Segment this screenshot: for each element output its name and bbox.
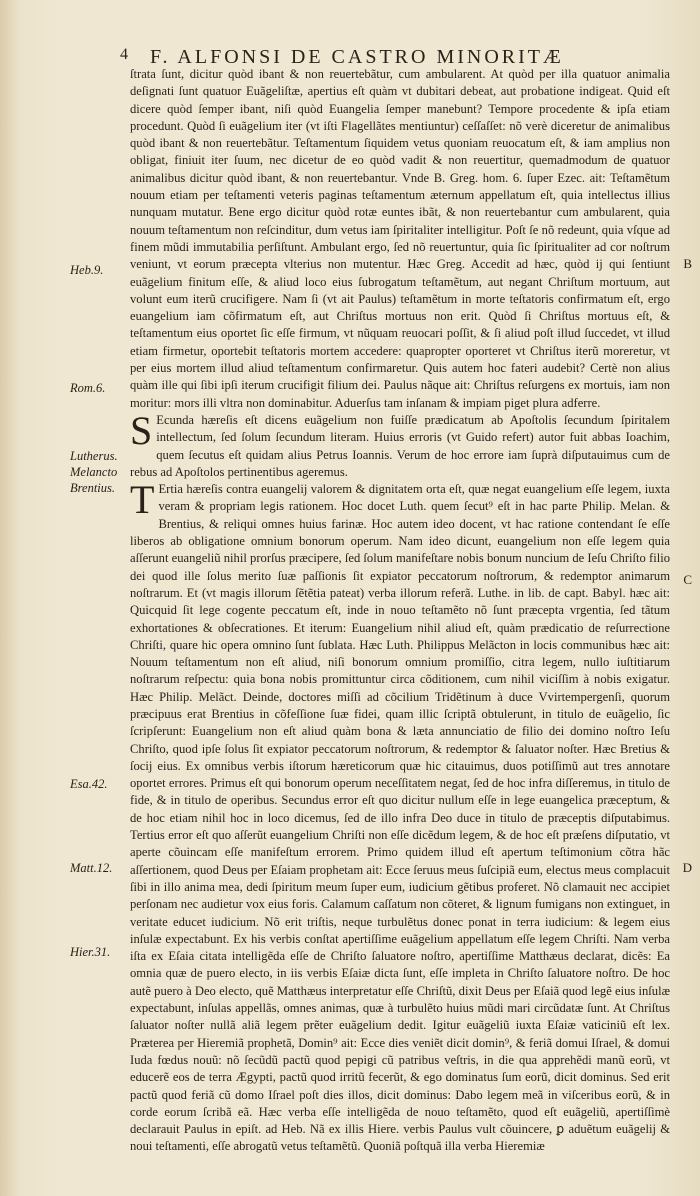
drop-cap: T xyxy=(130,477,155,523)
paragraph xyxy=(130,477,670,1156)
paragraph xyxy=(130,407,670,481)
section-marker: D xyxy=(682,860,692,875)
paragraph-text: Ecunda hæreſis eſt dicens euãgelium non fuiſſe prædicatum ab Apoſtolis ſecundum ſpiritalem intellectum, ſed ſolum ſecundum literam. Huius erroris (vt Guido refert) autor fuit abbas Ioachim, quem ſecutus eſt quidam alius Petrus Ioannis. Verum de hoc errore iam ſuprà diſputauimus cum de rebus ad Apoſtolos pertinentibus ageremus. xyxy=(130,412,670,479)
margin-note: Esa.42. xyxy=(70,777,108,791)
running-title: F. ALFONSI DE CASTRO MINORITÆ xyxy=(150,46,564,68)
margin-note: Lutherus. xyxy=(70,449,118,463)
margin-note: Melancto xyxy=(70,465,118,479)
drop-cap: S xyxy=(130,407,153,453)
margin-note: Brentius. xyxy=(70,481,116,495)
section-marker: B xyxy=(683,256,692,271)
margin-note: Hier.31. xyxy=(70,945,111,959)
paragraph-text: Ertia hæreſis contra euangelij valorem & dignitatem orta eſt, quæ negat euangelium eſſe legem, iuxta veram & propriam legis rationem. Hoc docet Luth. quem ſecut⁹ eſt in hac parte Philip. Melan. & Brentius, & reliqui omnes huius farinæ. Hoc autem ideo docent, vt hac ratione contendant ſe eſſe liberos ab obligatione omnium bonorum operum. Nam ideo dicunt, euangelium non eſſe legem quia aſſerunt euangeliũ nihil prorſus præcipere, ſed ſolum manifeſtare nobis bonum nuncium de Ieſu Chriſto filio dei quod ille ſolus merito ſuæ paſſionis ſit expiator peccatorum noſtrorum, & redemptor animarum noſtrarum. Et (vt magis illorum ſẽtẽtia pateat) verba illorum referã. Luthe. in lib. de capt. Babyl. hæc ait: Quicquid ſit lege cogente peccatum eſt, inde in nouo teſtamẽto nõ ſunt præcepta vrgentia, ſed tãtum exhortationes & obſecrationes. Et iterum: Euangelium nihil aliud eſt, quàm prædicatio de reſurrectione Chriſti, quare hic opera omnino ſunt ſublata. Hæc Luth. Philippus Melãcton in locis communibus hæc ait: Nouum teſtamentum non eſt aliud, niſi bonorum omnium promiſſio, citra legem, nullo iuſtitiarum noſtrarum reſpectu: quia bona nobis promittuntur circa cõditionem, cum nihil viciſſim à nobis exigatur. Hæc Philip. Melãct. Deinde, doctores miſſi ad cõcilium Tridẽtinum à duce Vvirtempergenſi, quorum præcipuus erat Brentius in cõfeſſione ſuæ fidei, quam illic ſcriptã obtulerunt, in titulo de euãgelio, ſic ſcripſerunt: Euangelium non eſt aliud quàm bona & læta annunciatio de filio dei domino noſtro Ieſu Chriſto, quod ipſe ſolus ſit expiator peccatorum noſtrorum, & redemptor & ſaluator noſter. Hæc Bretius & ſocij eius. Ex omnibus verbis iſtorum hæreticorum quæ hic citauimus, duos potiſſimũ aut tres annotare oportet errores. Primus eſt qui bonorum operum neceſſitatem negat, ſed de hoc infra diſſeremus, in titulo de fide, & in titulo de operibus. Secundus error eſt quo dicitur nullum eſſe in lege euangelica præceptum, & de hoc etiam nihil hoc in loco dicemus, ſed de illo infra Deo duce in titulo de præceptis diſputabimus. Tertius error eſt quo aſſerũt euangelium Chriſti non eſſe dicẽdum legem, & de hoc eſt præſens diſputatio, vt aperte cõuincam eſſe manifeſtum errorem. Primo quidem illud eſt apertum teſtimonium cõtra hãc aſſertionem, quod Deus per Eſaiam prophetam ait: Ecce ſeruus meus ſuſcipiã eum, electus meus complacuit ſibi in illo anima mea, dedi ſpiritum meum ſuper eum, iudicium gẽtibus proferet. Nõ clamauit nec accipiet perſonam nec audietur vox eius foris. Calamum caſſatum non cõteret, & lignum fumigans non extinguet, in veritate educet iudicium. Nõ erit triſtis, neque turbulẽtus donec ponat in terra iudicium: & legem eius inſulæ expectabunt. Ex his verbis conſtat apertiſſime euãgelium appellatum eſſe legem Chriſti. Nam verba iſta ex Eſaia citata intelligẽda eſſe de Chriſto ſaluatore noſtro, apertiſſime Matthæus declarat, dicẽs: Ea omnia quæ de puero electo, in iis verbis Eſaiæ dicta ſunt, eſſe impleta in Chriſto ſaluatore noſtro. De hoc autẽ puero à Deo electo, quẽ Matthæus interpretatur eſſe Chriſtũ, dixit Deus per Eſaiã quod legẽ eius inſulæ expectabunt, inſulas appellãs, omnes animas, quæ à turbulẽto huius mũdi mari circũdatæ ſunt. At Chriſtus ſaluator noſter nullã aliã legem prẽter euãgelium dedit. Igitur euãgeliũ iuxta Eſaiæ vaticiniũ eſt lex. Præterea per Hieremiã prophetã, Domin⁹ ait: Ecce dies veniẽt dicit domin⁹, & feriã domui Iſrael, & domui Iuda fœdus nouũ: nõ ſecũdũ pactũ quod pepigi cũ patribus veſtris, in die qua apprehẽdi manũ eorũ, vt educerẽ eos de terra Ægypti, pactũ quod irritũ fecerũt, & ego dominatus ſum eorũ, dicit dominus. Sed erit pactũ quod feriã cũ domo Iſrael poſt dies illos, dicit dominus: Dabo legem meã in viſceribus eorũ, & in corde eorum ſcribã eã. Hæc verba eſſe intelligẽda de nouo teſtamẽto, quod eſt euãgeliũ, apertiſſimè declarauit Paulus in epiſt. ad Heb. Nã ex illis Hiere. verbis Paulus vult cõuincere, ꝑ aduẽtum euãgelij & noui teſtamenti, eſſe abrogatũ vetus teſtamẽtũ. Quoniã poſtquã illa verba Hieremiæ xyxy=(130,482,670,1154)
body-text xyxy=(130,66,670,1156)
margin-note: Heb.9. xyxy=(70,263,104,277)
margin-note: Matt.12. xyxy=(70,861,113,875)
margin-note: Rom.6. xyxy=(70,381,106,395)
folio-number: 4 xyxy=(120,46,131,63)
paragraph: ſtrata ſunt, dicitur quòd ibant & non reuertebãtur, cum ambularent. At quòd per illa quatuor animalia deſignati ſunt quatuor Euãgeliſtæ, apertius eſt quàm vt dubitari debeat, aut probatione indigeat. Quid eſt dicere quòd ſemper ibant, niſi quòd Euangelia ſemper manebunt? Tempore procedente & ipſa etiam procedunt. Quòd ſi euãgelium iter (vt iſti Flagellãtes mentiuntur) ceſſaſſet: nõ verè diceretur de animalibus quòd ibant & non reuertebãtur. Teſtamentum ſiquidem vetus quoniam reuocatum eſt, & iam amplius non obligat, finiuit iter ſuum, nec dicetur de eo quòd vadit & non reuertitur, quemadmodum de quatuor animalibus dicitur quòd ibant, & non reuertebantur. Vnde B. Greg. hom. 6. ſuper Ezec. ait: Teſtamẽtum nouum etiam per teſtamenti veteris paginas teſtamentum æternum appellatum eſt, quia intellectus illius nunquam mutatur. Bene ergo dicitur quòd rotæ euntes ibãt, & non reuertebantur cum ambularent, quia nouum teſtamentum non reſcinditur, dum vetus iam ſpiritaliter intelligitur. Poſt ſe nõ redeunt, quia vſque ad finem mũdi immutabilia perſiſtunt. Ambulant ergo, ſed nõ reuertuntur, quia ſic ſpiritualiter ad cor noſtrum veniunt, vt eorum præcepta vlterius non mutentur. Hæc Greg. Accedit ad hæc, quòd ij qui ſentiunt euãgelium finitum eſſe, & aliud loco eius ſubrogatum teſtamẽtum, aut negant Chriſtum mortuum, aut volunt eum iterũ crucifigere. Nam ſi (vt ait Paulus) teſtamẽtum in morte teſtatoris confirmatum eſt, ergo euangelium iam cõfirmatum eſt, aut Chriſtus mortuus non erit. Quòd ſi Chriſtus mortuus eſt, & teſtamentum eius oportet ſic eſſe firmum, vt nũquam reuocari poſſit, & ſi aliud poſt illud ſuccedet, vt illud etiam firmetur, oportebit teſtatoris mortem accedere: quapropter oporteret vt Chriſtus iterũ moreretur, vt per eius mortem illud aliud teſtamentum confirmaretur. Quis autem hoc fateri audebit? Certè non alius quàm ille qui ſibi ipſi iterum crucifigit filium dei. Paulus nãque ait: Chriſtus reſurgens ex mortuis, iam non moritur: mors illi vltra non dominabitur. Aduerſus tam inſanam & impiam piget plura adferre. xyxy=(130,67,670,410)
section-marker: C xyxy=(683,572,692,587)
